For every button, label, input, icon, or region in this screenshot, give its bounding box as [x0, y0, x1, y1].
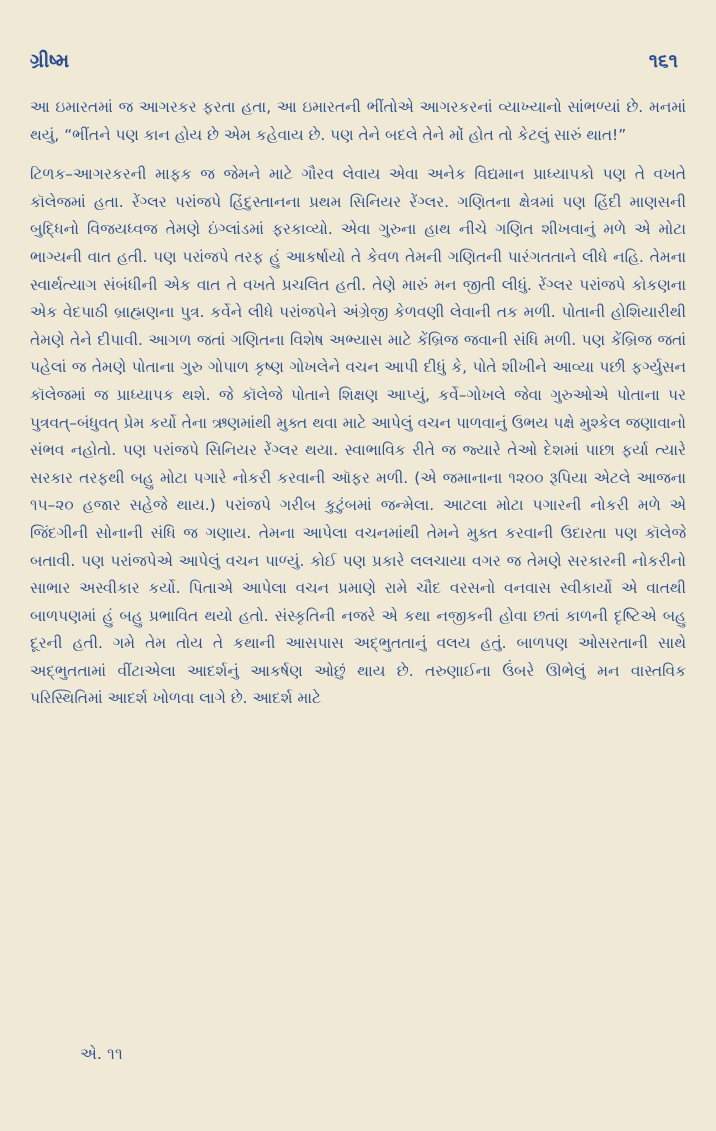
paragraph-1: આ ઇમારતમાં જ આગરકર ફરતા હતા, આ ઇમારતની ભીંતોએ આગરકરનાં વ્યાખ્યાનો સાંભળ્યાં છે. મનમાં થયું, “ભીંતને પણ કાન હોય છે એમ કહેવાય છે. પણ તેને બદલે તેને મોં હોત તો કેટલું સારું થાત!” [30, 98, 686, 144]
chapter-title: ગ્રીષ્મ [30, 50, 70, 72]
paragraph-2: ટિળક–આગરકરની માફક જ જેમને માટે ગૌરવ લેવાય એવા અનેક વિદ્યમાન પ્રાધ્યાપકો પણ તે વખતે કૉલેજમાં હતા. રેંગ્લર પરાંજપે હિંદુસ્તાનના પ્રથમ સિનિયર રેંગ્લર. ગણિતના ક્ષેત્રમાં પણ હિંદી માણસની બુદ્ધિનો વિજયધ્વજ તેમણે ઇંગ્લાંડમાં ફરકાવ્યો. એવા ગુરુના હાથ નીચે ગણિત શીખવાનું મળે એ મોટા ભાગ્યની વાત હતી. પણ પરાંજપે તરફ હું આકર્ષાયો તે કેવળ તેમની ગણિતની પારંગતતાને લીધે નહિ. તેમના સ્વાર્થત્યાગ સંબંધીની એક વાત તે વખતે પ્રચલિત હતી. તેણે મારું મન જીતી લીધું. રેંગ્લર પરાંજપે કોકણના એક વેદપાઠી બ્રાહ્મણના પુત્ર. કર્વેને લીધે પરાંજપેને અંગ્રેજી કેળવણી લેવાની તક મળી. પોતાની હોશિયારીથી તેમણે તેને દીપાવી. આગળ જતાં ગણિતના વિશેષ અભ્યાસ માટે કેંબ્રિજ જવાની સંધિ મળી. પણ કેંબ્રિજ જતાં પહેલાં જ તેમણે પોતાના ગુરુ ગોપાળ કૃષ્ણ ગોખલેને વચન આપી દીધું કે, પોતે શીખીને આવ્યા પછી ફર્ગ્યુસન કૉલેજમાં જ પ્રાધ્યાપક થશે. જે કૉલેજે પોતાને શિક્ષણ આપ્યું, કર્વે–ગોખલે જેવા ગુરુઓએ પોતાના પર પુત્રવત્–બંધુવત્ પ્રેમ કર્યો તેના ઋણમાંથી મુક્ત થવા માટે આપેલું વચન પાળવાનું ઉભય પક્ષે મુશ્કેલ જણાવાનો સંભવ નહોતો. પણ પરાંજપે સિનિયર રેંગ્લર થયા. સ્વાભાવિક રીતે જ જ્યારે તેઓ દેશમાં પાછા ફર્યા ત્યારે સરકાર તરફથી બહુ મોટા પગારે નોકરી કરવાની ઑફર મળી. (એ જમાનાના ૧૨૦૦ રૂપિયા એટલે આજના ૧૫–૨૦ હજાર સહેજે થાય.) પરાંજપે ગરીબ કુટુંબમાં જન્મેલા. આટલા મોટા પગારની નોકરી મળે એ જિંદગીની સોનાની સંધિ જ ગણાય. તેમના આપેલા વચનમાંથી તેમને મુક્ત કરવાની ઉદારતા પણ કૉલેજે બતાવી. પણ પરાંજપેએ આપેલું વચન પાળ્યું. કોઈ પણ પ્રકારે લલચાયા વગર જ તેમણે સરકારની નોકરીનો સાભાર અસ્વીકાર કર્યો. પિતાએ આપેલા વચન પ્રમાણે રામે ચૌદ વરસનો વનવાસ સ્વીકાર્યો એ વાતથી બાળપણમાં હું બહુ પ્રભાવિત થયો હતો. સંસ્કૃતિની નજરે એ કથા નજીકની હોવા છતાં કાળની દૃષ્ટિએ બહુ દૂરની હતી. ગમે તેમ તોય તે કથાની આસપાસ અદ્ભુતતાનું વલય હતું. બાળપણ ઓસરતાની સાથે અદ્ભુતતામાં વીંટાએલા આદર્શનું આકર્ષણ ઓછું થાય છે. તરુણાઈના ઉંબરે ઊભેલું મન વાસ્તવિક પરિસ્થિતિમાં આદર્શ ખોળવા લાગે છે. આદર્શ માટે [30, 165, 686, 708]
body-text [30, 94, 686, 713]
signature-mark: એ. ૧૧ [80, 1044, 123, 1063]
running-header [30, 50, 678, 72]
page-number: ૧૬૧ [648, 50, 678, 72]
